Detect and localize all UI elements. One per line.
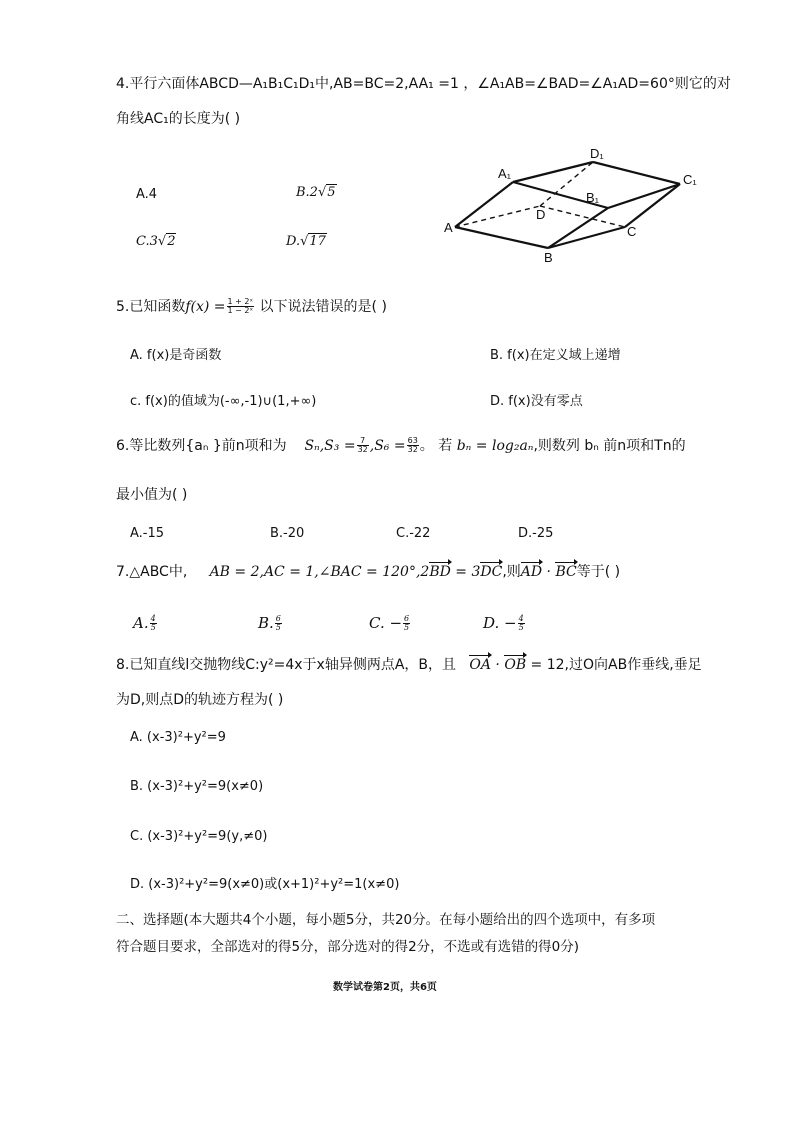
q6-fraction-7-32 — [357, 437, 369, 455]
q7-option-c-fraction — [403, 615, 410, 633]
q6-fraction2-numerator: 63 — [407, 436, 418, 445]
section2-line2: 符合题目要求，全部选对的得5分，部分选对的得2分，不选或有选错的得0分) — [116, 939, 580, 955]
q8-option-b: B. (x-3)²+y²=9(x≠0) — [130, 779, 264, 794]
label-c: C — [627, 224, 637, 239]
q4-option-c-radicand: 2 — [167, 234, 176, 249]
q7-option-a-numerator: 4 — [150, 614, 156, 623]
q7-option-b-denominator: 5 — [275, 623, 281, 633]
q7-option-a-denominator: 5 — [150, 623, 156, 633]
q7-option-b-numerator: 6 — [275, 614, 281, 623]
q5-stem — [116, 298, 387, 316]
q7-option-a — [133, 615, 158, 633]
q5-function: f(x) = — [185, 298, 226, 315]
q7-option-d-letter: D. − — [483, 613, 517, 632]
q4-option-d-prefix: D. — [286, 234, 301, 249]
q4-option-d — [286, 235, 327, 248]
q7-stem — [116, 565, 620, 579]
parallelepiped-figure — [440, 140, 700, 265]
edge-b-b1 — [548, 208, 608, 248]
q4-option-b-prefix: B.2 — [296, 185, 318, 200]
q6-fraction2-denominator: 32 — [407, 445, 418, 455]
q7-vector-bd: BD — [429, 564, 451, 580]
q6-math-sn: Sₙ,S₃ = — [304, 437, 356, 454]
q7-prefix: 7.△ABC中, — [116, 564, 188, 580]
q8-prefix: 8.已知直线l交抛物线C:y²=4x于x轴异侧两点A，B，且 — [116, 657, 457, 673]
section2-line1: 二、选择题(本大题共4个小题，每小题5分，共20分。在每小题给出的四个选项中，有多项 — [116, 912, 656, 928]
q5-fraction — [227, 298, 255, 316]
q6-mid: 。 若 — [419, 437, 453, 454]
q4-option-d-radicand: 17 — [309, 234, 326, 249]
q7-equals: = 3 — [450, 564, 481, 580]
edge-a1-d1 — [513, 162, 593, 182]
edge-b1-c1 — [608, 184, 680, 208]
q5-option-d: D. f(x)没有零点 — [490, 394, 583, 409]
edge-d1-c1 — [593, 162, 680, 184]
label-d1: D₁ — [590, 146, 604, 161]
q7-math: AB = 2,AC = 1,∠BAC = 120°,2 — [209, 564, 430, 580]
q6-suffix: ,则数列 bₙ 前n项和Tn的 — [533, 437, 686, 454]
q8-option-c: C. (x-3)²+y²=9(y,≠0) — [130, 829, 268, 844]
q4-option-a: A.4 — [136, 187, 158, 202]
sqrt-symbol: √ — [300, 234, 309, 249]
q7-vector-dc: DC — [480, 564, 503, 580]
q6-option-c: C.-22 — [396, 526, 431, 541]
label-c1: C₁ — [683, 172, 697, 187]
q8-stem-line1 — [116, 658, 702, 672]
q8-option-a: A. (x-3)²+y²=9 — [130, 730, 226, 745]
q4-option-b-radicand: 5 — [327, 185, 336, 200]
q6-prefix: 6.等比数列{aₙ }前n项和为 — [116, 437, 287, 454]
q6-stem-line1 — [116, 437, 686, 455]
q7-option-c — [369, 615, 411, 633]
q4-stem-line1: 4.平行六面体ABCD—A₁B₁C₁D₁中,AB=BC=2,AA₁ =1 ，∠A₁AB=∠BAD=∠A₁AD=60°则它的对 — [116, 76, 731, 92]
q8-option-d: D. (x-3)²+y²=9(x≠0)或(x+1)²+y²=1(x≠0) — [130, 877, 400, 892]
q5-fraction-denominator: 1 − 2ˣ — [227, 306, 254, 316]
q6-fraction-63-32 — [407, 437, 419, 455]
q4-option-c-prefix: C.3 — [136, 234, 158, 249]
q6-stem-line2: 最小值为( ) — [116, 487, 188, 503]
q4-option-c — [136, 235, 176, 248]
q8-vector-oa: OA — [469, 657, 491, 673]
sqrt-symbol: √ — [157, 234, 167, 249]
q6-math-bn: bₙ = log₂aₙ — [456, 437, 534, 454]
q7-option-c-letter: C. − — [369, 613, 403, 632]
label-d: D — [536, 207, 546, 222]
q6-option-b: B.-20 — [270, 526, 305, 541]
q7-option-d-fraction — [518, 615, 525, 633]
q5-option-a: A. f(x)是奇函数 — [130, 348, 222, 363]
edge-c-c1 — [625, 184, 680, 227]
q5-option-b: B. f(x)在定义域上递增 — [490, 348, 621, 363]
q7-option-b — [258, 615, 283, 633]
q7-option-c-numerator: 6 — [404, 614, 410, 623]
q7-option-a-letter: A. — [133, 613, 149, 632]
q6-option-d: D.-25 — [518, 526, 554, 541]
q7-suffix: 等于( ) — [576, 564, 621, 580]
edge-a-b — [455, 227, 548, 248]
label-b1: B₁ — [586, 190, 600, 205]
q7-option-b-fraction — [275, 615, 282, 633]
q7-option-b-letter: B. — [258, 613, 274, 632]
q5-fraction-numerator: 1 + 2ˣ — [227, 297, 254, 306]
q5-suffix: 以下说法错误的是( ) — [259, 298, 387, 315]
page-footer: 数学试卷第2页，共6页 — [333, 982, 437, 993]
q7-dot: · — [542, 564, 556, 580]
label-a1: A₁ — [498, 166, 512, 181]
q5-option-c: c. f(x)的值域为(-∞,-1)∪(1,+∞) — [130, 394, 317, 409]
q7-option-a-fraction — [150, 615, 157, 633]
q8-dot: · — [490, 657, 505, 673]
q8-vector-ob: OB — [504, 657, 527, 673]
q7-then: ,则 — [502, 564, 521, 580]
q7-option-d — [483, 615, 526, 633]
label-a: A — [444, 220, 453, 235]
q7-vector-bc: BC — [555, 564, 577, 580]
q8-stem-line2: 为D,则点D的轨迹方程为( ) — [116, 692, 284, 708]
q6-option-a: A.-15 — [130, 526, 165, 541]
q4-option-b — [296, 186, 337, 199]
q7-option-c-denominator: 5 — [404, 623, 410, 633]
q7-vector-ad: AD — [520, 564, 543, 580]
q5-prefix: 5.已知函数 — [116, 298, 186, 315]
q7-option-d-denominator: 5 — [518, 623, 524, 633]
label-b: B — [544, 250, 553, 265]
sqrt-symbol: √ — [317, 185, 327, 200]
q6-fraction1-numerator: 7 — [357, 437, 369, 446]
q7-option-d-numerator: 4 — [518, 614, 524, 623]
q4-stem-line2: 角线AC₁的长度为( ) — [116, 111, 241, 127]
q6-fraction1-denominator: 32 — [357, 445, 368, 455]
q6-math-s6: ,S₆ = — [369, 437, 406, 454]
edge-b-c — [548, 227, 625, 248]
q8-suffix: = 12,过O向AB作垂线,垂足 — [526, 657, 702, 673]
